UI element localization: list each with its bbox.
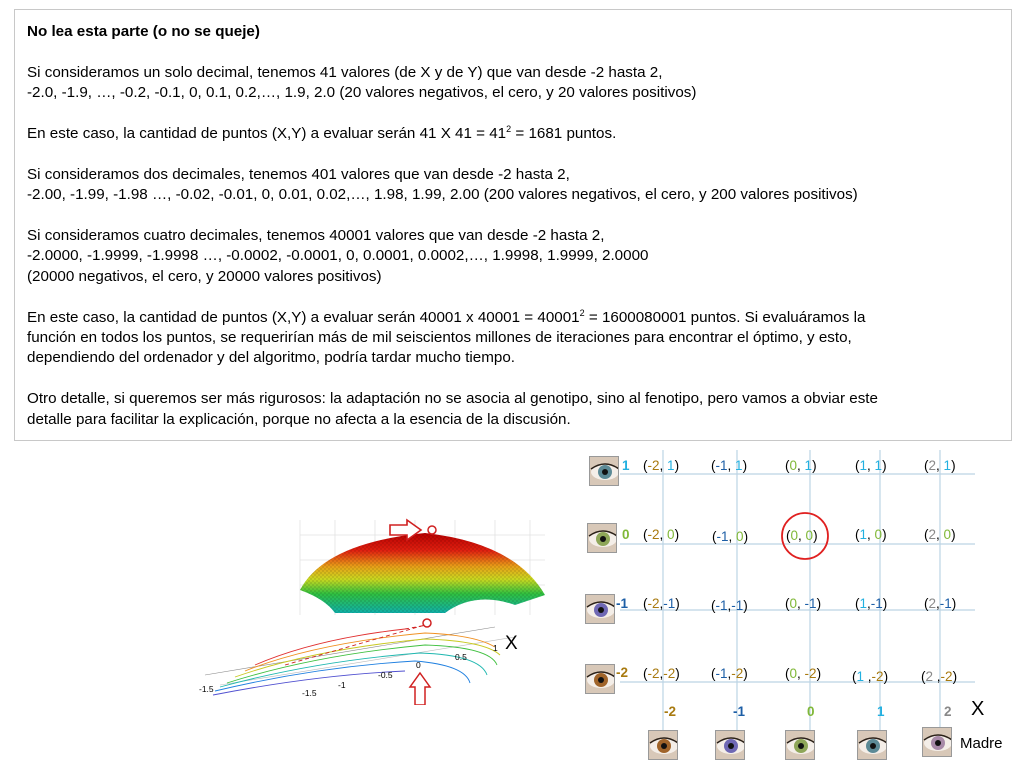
- tick-label-a-3: 0: [416, 660, 421, 670]
- grid-point: (1, 0): [855, 527, 887, 542]
- column-label-m2: -2: [664, 704, 677, 719]
- grid-point: (2, 0): [924, 527, 956, 542]
- row-label-1: 1: [622, 458, 630, 473]
- column-label-m1: -1: [733, 704, 746, 719]
- grid-point: (-2,-1): [643, 596, 680, 611]
- eye-image-violet: [715, 730, 745, 760]
- madre-label: Madre: [960, 735, 1003, 752]
- column-label-1: 1: [877, 704, 885, 719]
- tick-label-b-0: -1.5: [302, 688, 317, 698]
- paragraph-phenotype-1: Otro detalle, si queremos ser más rigurosos: la adaptación no se asocia al genotipo, sino al fenotipo, pero vamos a obviar este: [27, 390, 878, 408]
- grid-x-axis-letter: X: [971, 698, 985, 720]
- highlighted-point-origin: (0, 0): [786, 528, 818, 543]
- section-title: No lea esta parte (o no se queje): [27, 23, 260, 40]
- eye-image-green: [785, 730, 815, 760]
- grid-point: (0, -1): [785, 596, 822, 611]
- grid-point: (-1,-2): [711, 666, 748, 681]
- column-label-2: 2: [944, 704, 952, 719]
- grid-point: (0, 1): [785, 458, 817, 473]
- tick-label-a-1: -1: [338, 680, 346, 690]
- paragraph-phenotype-2: detalle para facilitar la explicación, porque no afecta a la esencia de la discusión.: [27, 410, 571, 428]
- tick-label-a-0: -1.5: [199, 684, 214, 694]
- grid-point: (2,-1): [924, 596, 957, 611]
- eye-image-teal: [857, 730, 887, 760]
- paragraph-two-decimals-1: Si consideramos dos decimales, tenemos 401 valores que van desde -2 hasta 2,: [27, 165, 570, 183]
- paragraph-four-decimals-2: -2.0000, -1.9999, -1.9998 …, -0.0002, -0.0001, 0, 0.0001, 0.0002,…, 1.9998, 1.9999, 2.0000: [27, 247, 649, 265]
- grid-point: (-1, 1): [711, 458, 748, 473]
- paragraph-one-decimal-1: Si consideramos un solo decimal, tenemos 41 valores (de X y de Y) que van desde -2 hasta 2,: [27, 63, 663, 81]
- eye-image-green: [587, 523, 617, 553]
- eye-image-brown: [648, 730, 678, 760]
- grid-point: (0, -2): [785, 666, 822, 681]
- grid-point: (-2, 1): [643, 458, 680, 473]
- paragraph-one-decimal-2: -2.0, -1.9, …, -0.2, -0.1, 0, 0.1, 0.2,…, 1.9, 2.0 (20 valores negativos, el cero, y 20 valores positivos): [27, 84, 697, 102]
- paragraph-four-decimals-1: Si consideramos cuatro decimales, tenemos 40001 valores que van desde -2 hasta 2,: [27, 227, 605, 244]
- column-label-0: 0: [807, 704, 815, 719]
- row-label-m2: -2: [616, 665, 629, 680]
- grid-point: (1,-1): [855, 596, 888, 611]
- grid-point: (2, 1): [924, 458, 956, 473]
- surface-axis-letter: X: [505, 633, 518, 654]
- grid-point: (-1, 0): [712, 529, 749, 544]
- grid-point: (2 ,-2): [921, 669, 958, 684]
- grid-point: (1, 1): [855, 458, 887, 473]
- eye-image-violet: [585, 594, 615, 624]
- paragraph-four-decimals-3: (20000 negativos, el cero, y 20000 valores positivos): [27, 267, 382, 285]
- grid-point: (1 ,-2): [852, 669, 889, 684]
- eye-image-brown: [585, 664, 615, 694]
- grid-point: (-2, 0): [643, 527, 680, 542]
- row-label-0: 0: [622, 527, 630, 542]
- grid-point: (-2,-2): [643, 666, 680, 681]
- paragraph-points-41: En este caso, la cantidad de puntos (X,Y) a evaluar serán 41 X $41 = 41^2 = 1681$ puntos.: [27, 123, 617, 142]
- paragraph-points-40001-3: dependiendo del ordenador y del algoritmo, podría tardar mucho tiempo.: [27, 349, 515, 367]
- paragraph-two-decimals-2: -2.00, -1.99, -1.98 …, -0.02, -0.01, 0, 0.01, 0.02,…, 1.98, 1.99, 2.00 (200 valores negativos, el cero, y 200 valores positivos): [27, 186, 858, 204]
- tick-label-a-2: -0.5: [378, 670, 393, 680]
- paragraph-points-40001-2: función en todos los puntos, se requerirían más de mil seiscientos millones de iteraciones para encontrar el óptimo, y esto,: [27, 329, 852, 347]
- paragraph-points-40001-1: En este caso, la cantidad de puntos (X,Y) a evaluar serán 40001 x $40001 = 40001^2 = 1600080001$ puntos. Si evaluáramos la: [27, 307, 866, 326]
- grid-point: (-1,-1): [711, 598, 748, 613]
- tick-label-a-5: 1: [493, 643, 498, 653]
- tick-label-a-4: 0.5: [455, 652, 467, 662]
- row-label-m1: -1: [616, 596, 629, 611]
- eye-image-mauve: [922, 727, 952, 757]
- eye-image-teal: [589, 456, 619, 486]
